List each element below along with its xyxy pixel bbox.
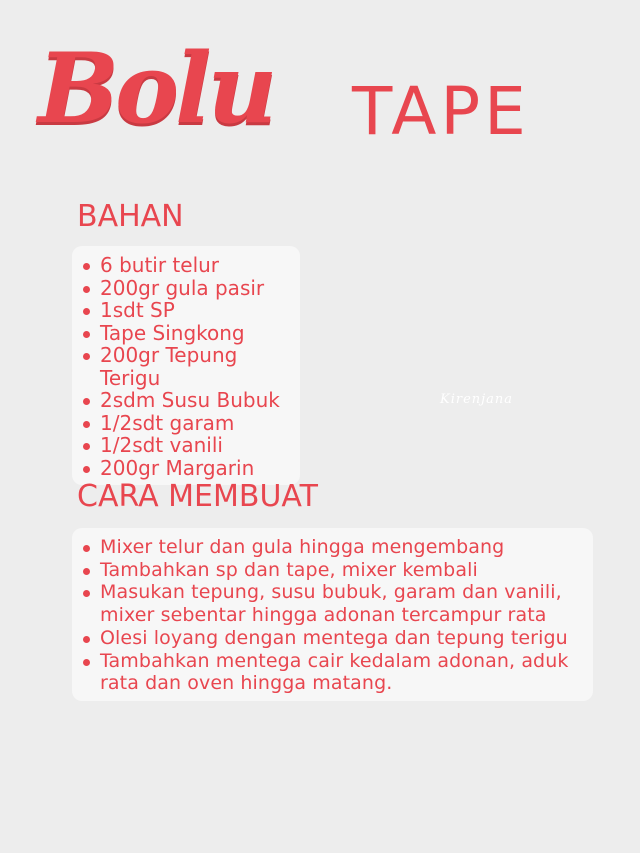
watermark: Kirenjana [440, 392, 514, 407]
cara-membuat-list [72, 528, 593, 701]
bahan-list [72, 246, 300, 485]
bahan-item: 1/2sdt garam [80, 412, 290, 435]
step-item: Tambahkan mentega cair kedalam adonan, aduk rata dan oven hingga matang. [80, 650, 585, 695]
bahan-item: 1/2sdt vanili [80, 434, 290, 457]
bahan-item: 200gr Tepung Terigu [80, 344, 290, 389]
step-item: Olesi loyang dengan mentega dan tepung terigu [80, 627, 585, 650]
bahan-item: 6 butir telur [80, 254, 290, 277]
bahan-item: 1sdt SP [80, 299, 290, 322]
step-item: Masukan tepung, susu bubuk, garam dan vanili, mixer sebentar hingga adonan tercampur rata [80, 581, 585, 626]
bahan-item: 2sdm Susu Bubuk [80, 389, 290, 412]
recipe-title [0, 28, 640, 168]
cara-membuat-heading: CARA MEMBUAT [77, 479, 318, 514]
title-caps-word: TAPE [352, 73, 530, 150]
title-script-word: Bolu [38, 32, 274, 145]
bahan-item: Tape Singkong [80, 322, 290, 345]
step-item: Tambahkan sp dan tape, mixer kembali [80, 559, 585, 582]
step-item: Mixer telur dan gula hingga mengembang [80, 536, 585, 559]
bahan-item: 200gr Margarin [80, 457, 290, 480]
bahan-item: 200gr gula pasir [80, 277, 290, 300]
bahan-heading: BAHAN [77, 199, 184, 234]
